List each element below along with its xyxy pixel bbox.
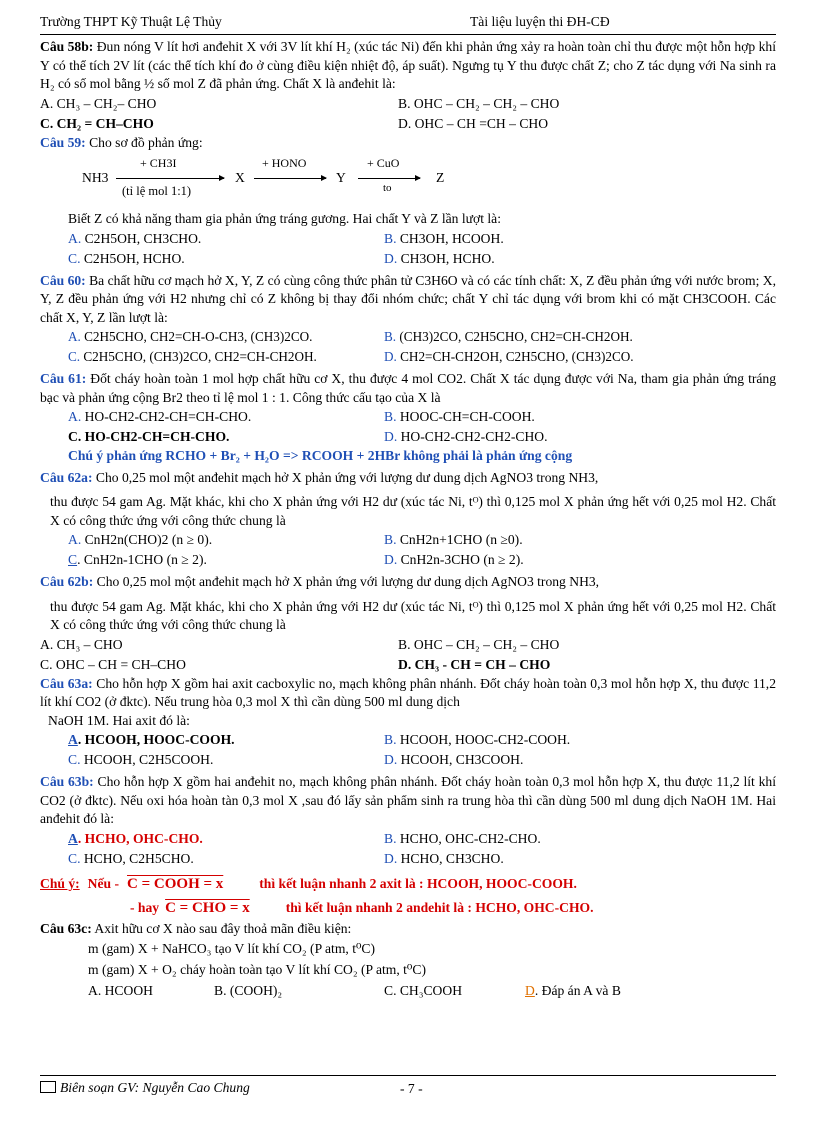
q58b-label: Câu 58b: [40, 39, 94, 54]
q63c-option-d: . Đáp án A và B [534, 983, 621, 998]
question-62a [40, 469, 776, 488]
q63a-key-c: C. [68, 752, 81, 767]
scheme-reagent-1: + CH3I [140, 156, 177, 170]
q59-option-a: C2H5OH, CH3CHO. [81, 230, 202, 246]
q62a-key-a: A. [68, 532, 82, 547]
question-61 [40, 370, 776, 407]
scheme-ratio: (tỉ lệ mol 1:1) [122, 184, 192, 198]
q63a-option-a: . HCOOH, HOOC-COOH. [77, 732, 235, 747]
q60-option-b: (CH3)2CO, C2H5CHO, CH2=CH-CH2OH. [396, 329, 633, 344]
note-conclusion-2: thì kết luận nhanh 2 andehit là : HCHO, OHC-CHO. [285, 899, 594, 915]
q59-key-b: B. [384, 230, 397, 246]
reaction-scheme [40, 156, 776, 208]
scheme-arrow-2 [254, 178, 326, 179]
page-footer [40, 1075, 776, 1096]
q59-key-d: D. [384, 250, 398, 266]
q62b-option-c: C. OHC – CH = CH–CHO [40, 656, 186, 672]
q63a-key-b: B. [384, 732, 397, 747]
q62b-option-a: A. CH₃ – CHO [40, 636, 123, 652]
q59-options-cd [40, 249, 776, 269]
q63a-label: Câu 63a: [40, 675, 93, 691]
q60-label: Câu 60: [40, 272, 86, 288]
q63b-option-b: HCHO, OHC-CH2-CHO. [396, 830, 541, 846]
book-icon [40, 1081, 56, 1093]
scheme-z: Z [436, 170, 445, 185]
q62a-option-c: . CnH2n-1CHO (n ≥ 2). [77, 552, 207, 567]
q63c-line-2: m (gam) X + O₂ cháy hoàn toàn tạo V lít khí CO₂ (P atm, t⁰C) [88, 962, 426, 977]
note-formula-2: C = CHO = x [165, 899, 250, 916]
scheme-reagent-2: + HONO [262, 156, 307, 170]
q61-option-c: C. HO-CH2-CH=CH-CHO. [68, 429, 230, 444]
question-58b [40, 38, 776, 94]
q61-key-a: A. [68, 409, 82, 424]
q62a-key-b: B. [384, 532, 397, 547]
q62b-text: Cho 0,25 mol một anđehit mạch hở X phản ứng với lượng dư dung dịch AgNO3 trong NH3, [93, 574, 600, 589]
q59-key-a: A. [68, 230, 82, 246]
q60-key-a: A. [68, 329, 81, 344]
q62b-text-2: thu được 54 gam Ag. Mặt khác, khi cho X phản ứng với H2 dư (xúc tác Ni, tᴼ) thì 0,125 mol X phản ứng hết với 0,25 mol H2. Chất X có công thức ứng với công thức chung là [50, 598, 776, 632]
q63b-key-c: C. [68, 850, 81, 866]
q60-text: Ba chất hữu cơ mạch hở X, Y, Z có cùng công thức phân tử C3H6O và có các tính chất: X, Z đều phản ứng với nước brom; X, Y, Z đều phản ứng với H2 nhưng chỉ có Z không bị thay đổi nhóm chức; chất Y chỉ tác dụng với brom khi có mặt CH3COOH. Các chất X, Y, Z lần lượt là: [40, 272, 776, 325]
q63b-option-c: HCHO, C2H5CHO. [80, 850, 194, 866]
q61-options-ab [40, 407, 776, 427]
page-header [40, 14, 776, 35]
q61-option-b: HOOC-CH=CH-COOH. [396, 409, 535, 424]
header-title: Tài liệu luyện thi ĐH-CĐ [470, 14, 610, 29]
q61-option-a: HO-CH2-CH2-CH=CH-CHO. [81, 409, 252, 424]
q63b-options-ab [40, 829, 776, 849]
q62a-option-b: CnH2n+1CHO (n ≥0). [396, 532, 523, 547]
q60-options-cd [40, 347, 776, 367]
q62b-option-d: D. CH₃ - CH = CH – CHO [398, 656, 551, 672]
question-59 [40, 134, 776, 153]
q63c-key-d: D [525, 983, 535, 998]
q63c-text: Axit hữu cơ X nào sau đây thoả mãn điều kiện: [91, 920, 352, 936]
note-andehit [40, 896, 776, 920]
q62b-option-b: B. OHC – CH₂ – CH₂ – CHO [398, 636, 560, 652]
q62a-option-d: CnH2n-3CHO (n ≥ 2). [397, 552, 524, 567]
q63a-options-cd [40, 750, 776, 770]
q63b-options-cd [40, 849, 776, 869]
q63c-line-1: m (gam) X + NaHCO₃ tạo V lít khí CO₂ (P atm, t⁰C) [88, 941, 376, 956]
q60-option-a: C2H5CHO, CH2=CH-O-CH3, (CH3)2CO. [80, 329, 313, 344]
q62a-key-c: C [68, 552, 78, 567]
q62b-options-cd [40, 655, 776, 675]
note-if: Nếu - [87, 875, 120, 891]
q61-key-b: B. [384, 409, 397, 424]
q63b-option-d: HCHO, CH3CHO. [397, 850, 504, 866]
q63c-label: Câu 63c: [40, 920, 92, 936]
q62b-label: Câu 62b: [40, 574, 94, 589]
q63b-key-d: D. [384, 850, 398, 866]
q61-option-d: HO-CH2-CH2-CH2-CHO. [397, 429, 548, 444]
q62a-text-2: thu được 54 gam Ag. Mặt khác, khi cho X phản ứng với H2 dư (xúc tác Ni, tᴼ) thì 0,125 mol X phản ứng hết với 0,25 mol H2. Chất X có công thức ứng với công thức chung là [50, 494, 776, 528]
q63a-options-ab [40, 730, 776, 750]
question-63a [40, 675, 776, 712]
q58b-option-d: D. OHC – CH =CH – CHO [398, 115, 549, 131]
q63a-text: Cho hỗn hợp X gồm hai axit cacboxylic no, mạch không phân nhánh. Đốt cháy hoàn toàn 0,3 mol hỗn hợp X, thu được 11,2 lít khí CO2 (ở đktc). Nếu trung hòa 0,3 mol X thì cần dùng 500 ml dung dịch [40, 675, 776, 709]
scheme-heat: to [383, 182, 392, 194]
q63b-key-b: B. [384, 830, 397, 846]
scheme-nh3: NH3 [82, 170, 109, 185]
q63c-options [40, 980, 776, 1002]
q62a-option-a: CnH2n(CHO)2 (n ≥ 0). [81, 532, 213, 547]
question-62b [40, 573, 776, 592]
footer-author: Biên soạn GV: Nguyễn Cao Chung [60, 1080, 250, 1095]
q62a-key-d: D. [384, 552, 398, 567]
q60-key-b: B. [384, 329, 397, 344]
q63b-text: Cho hỗn hợp X gồm hai anđehit no, mạch không phân nhánh. Đốt cháy hoàn toàn 0,3 mol hỗn hợp X, thu được 11,2 lít khí CO2 (ở đktc). Nếu oxi hóa hoàn tàn 0,3 mol X ,sau đó lấy sản phẩm sinh ra trung hòa thì cần dùng 500 ml dung dịch NaOH 1M. Hai anđehit đó là: [40, 774, 776, 826]
question-63c [40, 920, 776, 939]
q59-key-c: C. [68, 250, 81, 266]
q63a-option-d: HCOOH, CH3COOH. [397, 752, 524, 767]
q59-options-ab [40, 229, 776, 249]
q59-option-b: CH3OH, HCOOH. [396, 230, 504, 246]
q60-key-c: C. [68, 349, 81, 364]
header-school: Trường THPT Kỹ Thuật Lệ Thủy [40, 14, 222, 29]
q62a-options-ab [40, 530, 776, 550]
scheme-arrow-1 [116, 178, 224, 179]
question-60 [40, 272, 776, 328]
q58b-options-ab [40, 94, 776, 114]
q61-note: Chú ý phản ứng RCHO + Br₂ + H₂O => RCOOH + 2HBr không phải là phản ứng cộng [68, 448, 573, 463]
q59-intro: Biết Z có khả năng tham gia phản ứng tráng gương. Hai chất Y và Z lần lượt là: [68, 211, 501, 226]
scheme-x: X [235, 170, 245, 185]
q61-key-d: D. [384, 429, 398, 444]
q63c-option-b: B. (COOH)₂ [214, 983, 283, 998]
q58b-option-a: A. CH₃ – CH₂– CHO [40, 95, 157, 111]
note-label: Chú ý: [40, 875, 80, 891]
q63b-label: Câu 63b: [40, 774, 94, 789]
note-conclusion-1: thì kết luận nhanh 2 axit là : HCOOH, HOOC-COOH. [259, 875, 577, 891]
q62a-label: Câu 62a: [40, 469, 93, 485]
q63c-option-a: A. HCOOH [88, 983, 153, 998]
q58b-option-c: C. CH₂ = CH–CHO [40, 115, 154, 131]
q60-option-d: CH2=CH-CH2OH, C2H5CHO, (CH3)2CO. [396, 349, 634, 364]
q60-key-d: D. [384, 349, 397, 364]
scheme-reagent-3: + CuO [367, 156, 400, 170]
q61-label: Câu 61: [40, 371, 87, 386]
q63a-option-b: HCOOH, HOOC-CH2-COOH. [396, 732, 571, 747]
q63b-key-a: A [68, 830, 78, 846]
scheme-y: Y [336, 170, 346, 185]
q62a-text: Cho 0,25 mol một anđehit mạch hở X phản ứng với lượng dư dung dịch AgNO3 trong NH3, [92, 469, 599, 485]
scheme-arrow-3 [358, 178, 420, 179]
q63a-key-d: D. [384, 752, 398, 767]
question-63b [40, 773, 776, 829]
note-axit [40, 872, 776, 896]
q61-text: Đốt cháy hoàn toàn 1 mol hợp chất hữu cơ X, thu được 4 mol CO2. Chất X tác dụng được với Na, tham gia phản ứng tráng bạc và phản ứng cộng Br2 theo tỉ lệ mol 1 : 1. Công thức cấu tạo của X là [40, 371, 777, 405]
page-number: - 7 - [400, 1081, 423, 1096]
q58b-text: Đun nóng V lít hơi anđehit X với 3V lít khí H₂ (xúc tác Ni) đến khi phản ứng xảy ra hoàn toàn chỉ thu được một hỗn hợp khí Y có thể tích 2V lít (các thể tích khí đo ở cùng điều kiện nhiệt độ, áp suất). Ngưng tụ Y thu được chất Z; cho Z tác dụng với Na sinh ra H₂ có số mol bằng ½ số mol Z đã phản ứng. Chất X là anđehit là: [40, 39, 776, 91]
q62b-options-ab [40, 635, 776, 655]
q58b-option-b: B. OHC – CH₂ – CH₂ – CHO [398, 95, 560, 111]
note-or: - hay [130, 899, 160, 915]
q63a-option-c: HCOOH, C2H5COOH. [80, 752, 214, 767]
q62a-options-cd [40, 550, 776, 570]
document-body [40, 38, 776, 1002]
q59-text: Cho sơ đồ phản ứng: [85, 134, 203, 150]
q58b-options-cd [40, 114, 776, 134]
note-formula-1: C = COOH = x [127, 875, 224, 892]
q60-option-c: C2H5CHO, (CH3)2CO, CH2=CH-CH2OH. [80, 349, 317, 364]
q63a-key-a: A [68, 732, 78, 747]
q63a-text-2: NaOH 1M. Hai axit đó là: [48, 712, 190, 728]
q61-options-cd [40, 427, 776, 447]
q59-option-d: CH3OH, HCHO. [397, 250, 495, 266]
q59-label: Câu 59: [40, 134, 86, 150]
q63b-option-a: . HCHO, OHC-CHO. [77, 830, 203, 846]
q63c-option-c: C. CH₃COOH [384, 983, 463, 998]
q60-options-ab [40, 327, 776, 347]
q59-option-c: C2H5OH, HCHO. [80, 250, 185, 266]
